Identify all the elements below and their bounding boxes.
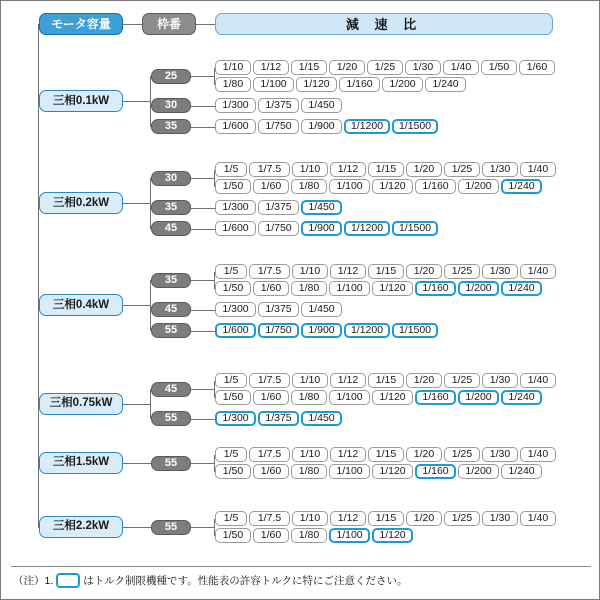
connector	[123, 24, 142, 25]
ratio-cell: 1/100	[253, 77, 294, 92]
ratio-cell-torque-limited: 1/200	[458, 390, 499, 405]
ratio-cell: 1/5	[215, 264, 247, 279]
ratio-cell: 1/30	[482, 511, 518, 526]
connector	[191, 208, 215, 209]
ratio-cell: 1/20	[406, 447, 442, 462]
torque-limit-swatch-icon	[56, 573, 80, 588]
ratio-cell: 1/15	[368, 373, 404, 388]
ratio-cell: 1/450	[301, 98, 342, 113]
ratio-cell: 1/10	[292, 373, 328, 388]
ratio-cell: 1/25	[444, 447, 480, 462]
ratio-cell-torque-limited: 1/900	[301, 323, 342, 338]
ratio-cell-torque-limited: 1/240	[501, 390, 542, 405]
connector	[150, 389, 151, 419]
ratio-cell: 1/15	[368, 264, 404, 279]
connector	[38, 527, 39, 528]
frame-size-cell: 35	[151, 119, 191, 134]
connector	[191, 127, 215, 128]
ratio-cell: 1/12	[330, 264, 366, 279]
ratio-cell: 1/5	[215, 162, 247, 177]
ratio-cell: 1/300	[215, 200, 256, 215]
ratio-cell: 1/80	[291, 179, 327, 194]
ratio-cell: 1/15	[291, 60, 327, 75]
frame-size-cell: 55	[151, 411, 191, 426]
ratio-cell: 1/5	[215, 511, 247, 526]
ratio-cell: 1/60	[253, 179, 289, 194]
ratio-cell-torque-limited: 1/240	[501, 281, 542, 296]
ratio-cell: 1/375	[258, 200, 299, 215]
ratio-cell: 1/20	[406, 162, 442, 177]
connector	[191, 280, 215, 281]
connector	[38, 203, 39, 204]
ratio-cell: 1/50	[215, 281, 251, 296]
ratio-cell: 1/30	[405, 60, 441, 75]
ratio-cell-torque-limited: 1/1500	[392, 323, 438, 338]
ratio-cell: 1/12	[330, 447, 366, 462]
connector	[123, 203, 151, 204]
ratio-cell: 1/750	[258, 221, 299, 236]
ratio-cell: 1/60	[253, 528, 289, 543]
ratio-cell: 1/300	[215, 302, 256, 317]
ratio-cell: 1/60	[519, 60, 555, 75]
ratio-cell: 1/40	[520, 447, 556, 462]
connector	[191, 389, 215, 390]
ratio-cell: 1/30	[482, 162, 518, 177]
ratio-cell: 1/200	[458, 464, 499, 479]
connector	[191, 527, 215, 528]
ratio-cell: 1/25	[444, 511, 480, 526]
ratio-cell-torque-limited: 1/600	[215, 323, 256, 338]
ratio-cell: 1/30	[482, 447, 518, 462]
ratio-cell: 1/7.5	[249, 264, 290, 279]
ratio-cell: 1/60	[253, 390, 289, 405]
connector	[196, 24, 215, 25]
ratio-cell: 1/300	[215, 98, 256, 113]
ratio-cell: 1/100	[329, 390, 370, 405]
motor-capacity-cell: 三相0.4kW	[39, 294, 123, 316]
frame-size-cell: 45	[151, 382, 191, 397]
connector	[38, 404, 39, 405]
ratio-cell: 1/600	[215, 119, 256, 134]
connector	[150, 280, 151, 331]
ratio-cell: 1/40	[520, 264, 556, 279]
ratio-cell: 1/25	[444, 264, 480, 279]
footnote-prefix: （注）1.	[13, 575, 54, 587]
connector	[191, 229, 215, 230]
ratio-cell: 1/15	[368, 447, 404, 462]
ratio-cell-torque-limited: 1/750	[258, 323, 299, 338]
motor-capacity-cell: 三相1.5kW	[39, 452, 123, 474]
ratio-cell: 1/12	[330, 162, 366, 177]
ratio-cell: 1/40	[520, 373, 556, 388]
connector	[123, 101, 151, 102]
ratio-cell: 1/100	[329, 281, 370, 296]
connector	[191, 419, 215, 420]
ratio-cell: 1/200	[458, 179, 499, 194]
ratio-cell: 1/7.5	[249, 162, 290, 177]
ratio-cell: 1/30	[482, 373, 518, 388]
motor-capacity-cell: 三相0.75kW	[39, 393, 123, 415]
ratio-cell: 1/20	[329, 60, 365, 75]
ratio-cell-torque-limited: 1/240	[501, 179, 542, 194]
ratio-cell: 1/20	[406, 511, 442, 526]
ratio-cell: 1/160	[339, 77, 380, 92]
frame-size-cell: 30	[151, 98, 191, 113]
ratio-cell-torque-limited: 1/300	[215, 411, 256, 426]
frame-size-cell: 45	[151, 221, 191, 236]
connector	[191, 76, 215, 77]
ratio-cell: 1/10	[215, 60, 251, 75]
footnote-divider	[11, 566, 591, 567]
ratio-cell: 1/450	[301, 302, 342, 317]
connector	[191, 310, 215, 311]
connector	[191, 106, 215, 107]
ratio-cell: 1/10	[292, 264, 328, 279]
ratio-cell: 1/240	[425, 77, 466, 92]
ratio-cell: 1/120	[372, 464, 413, 479]
ratio-cell: 1/30	[482, 264, 518, 279]
footnote	[13, 573, 408, 588]
ratio-cell: 1/50	[215, 528, 251, 543]
frame-size-cell: 55	[151, 456, 191, 471]
motor-capacity-cell: 三相2.2kW	[39, 516, 123, 538]
motor-capacity-cell: 三相0.1kW	[39, 90, 123, 112]
ratio-cell: 1/5	[215, 373, 247, 388]
ratio-cell: 1/50	[215, 464, 251, 479]
ratio-cell: 1/10	[292, 447, 328, 462]
ratio-cell: 1/50	[481, 60, 517, 75]
ratio-cell: 1/50	[215, 179, 251, 194]
ratio-cell-torque-limited: 1/120	[372, 528, 413, 543]
ratio-cell: 1/5	[215, 447, 247, 462]
ratio-cell-torque-limited: 1/375	[258, 411, 299, 426]
ratio-cell: 1/120	[372, 281, 413, 296]
ratio-cell-torque-limited: 1/1200	[344, 119, 390, 134]
ratio-cell: 1/7.5	[249, 447, 290, 462]
ratio-cell: 1/7.5	[249, 373, 290, 388]
ratio-cell: 1/375	[258, 302, 299, 317]
ratio-cell: 1/80	[291, 464, 327, 479]
ratio-cell-torque-limited: 1/450	[301, 200, 342, 215]
ratio-cell: 1/900	[301, 119, 342, 134]
header-frame-number: 枠番	[142, 13, 196, 35]
main-spine-connector	[38, 24, 39, 527]
ratio-cell: 1/20	[406, 373, 442, 388]
ratio-cell: 1/15	[368, 162, 404, 177]
ratio-cell-torque-limited: 1/900	[301, 221, 342, 236]
frame-size-cell: 55	[151, 520, 191, 535]
connector	[38, 101, 39, 102]
ratio-cell: 1/40	[443, 60, 479, 75]
connector	[191, 331, 215, 332]
ratio-cell-torque-limited: 1/450	[301, 411, 342, 426]
connector	[123, 404, 151, 405]
ratio-cell: 1/200	[382, 77, 423, 92]
ratio-cell: 1/100	[329, 179, 370, 194]
header-motor-capacity: モータ容量	[39, 13, 123, 35]
frame-size-cell: 55	[151, 323, 191, 338]
connector	[123, 527, 151, 528]
ratio-cell: 1/15	[368, 511, 404, 526]
connector	[123, 463, 151, 464]
ratio-cell-torque-limited: 1/1500	[392, 119, 438, 134]
ratio-cell: 1/100	[329, 464, 370, 479]
frame-size-cell: 45	[151, 302, 191, 317]
ratio-cell-torque-limited: 1/160	[415, 464, 456, 479]
connector	[150, 178, 151, 229]
ratio-cell: 1/80	[291, 281, 327, 296]
ratio-cell: 1/240	[501, 464, 542, 479]
header-reduction-ratio: 減 速 比	[215, 13, 553, 35]
ratio-cell: 1/120	[296, 77, 337, 92]
ratio-cell-torque-limited: 1/1500	[392, 221, 438, 236]
ratio-cell: 1/600	[215, 221, 256, 236]
ratio-cell: 1/120	[372, 390, 413, 405]
ratio-cell: 1/80	[215, 77, 251, 92]
ratio-cell: 1/160	[415, 179, 456, 194]
ratio-cell: 1/10	[292, 162, 328, 177]
ratio-cell-torque-limited: 1/160	[415, 281, 456, 296]
footnote-text: はトルク制限機種です。性能表の許容トルクに特にご注意ください。	[83, 575, 408, 587]
ratio-cell: 1/7.5	[249, 511, 290, 526]
ratio-cell-torque-limited: 1/200	[458, 281, 499, 296]
ratio-cell: 1/60	[253, 281, 289, 296]
ratio-cell-torque-limited: 1/160	[415, 390, 456, 405]
connector	[38, 305, 39, 306]
frame-size-cell: 35	[151, 273, 191, 288]
ratio-cell: 1/40	[520, 162, 556, 177]
connector	[150, 76, 151, 127]
ratio-cell: 1/80	[291, 390, 327, 405]
connector	[123, 305, 151, 306]
ratio-cell-torque-limited: 1/1200	[344, 323, 390, 338]
motor-capacity-cell: 三相0.2kW	[39, 192, 123, 214]
connector	[191, 463, 215, 464]
ratio-cell: 1/25	[367, 60, 403, 75]
ratio-cell: 1/40	[520, 511, 556, 526]
ratio-cell: 1/750	[258, 119, 299, 134]
frame-size-cell: 35	[151, 200, 191, 215]
ratio-cell: 1/20	[406, 264, 442, 279]
ratio-cell: 1/25	[444, 162, 480, 177]
ratio-cell: 1/25	[444, 373, 480, 388]
connector	[191, 178, 215, 179]
ratio-cell: 1/12	[330, 511, 366, 526]
ratio-cell: 1/120	[372, 179, 413, 194]
ratio-cell: 1/375	[258, 98, 299, 113]
ratio-cell: 1/80	[291, 528, 327, 543]
ratio-cell: 1/50	[215, 390, 251, 405]
connector	[38, 463, 39, 464]
ratio-cell: 1/60	[253, 464, 289, 479]
ratio-cell: 1/12	[253, 60, 289, 75]
ratio-cell: 1/10	[292, 511, 328, 526]
ratio-cell-torque-limited: 1/1200	[344, 221, 390, 236]
frame-size-cell: 25	[151, 69, 191, 84]
ratio-cell: 1/12	[330, 373, 366, 388]
frame-size-cell: 30	[151, 171, 191, 186]
ratio-cell-torque-limited: 1/100	[329, 528, 370, 543]
